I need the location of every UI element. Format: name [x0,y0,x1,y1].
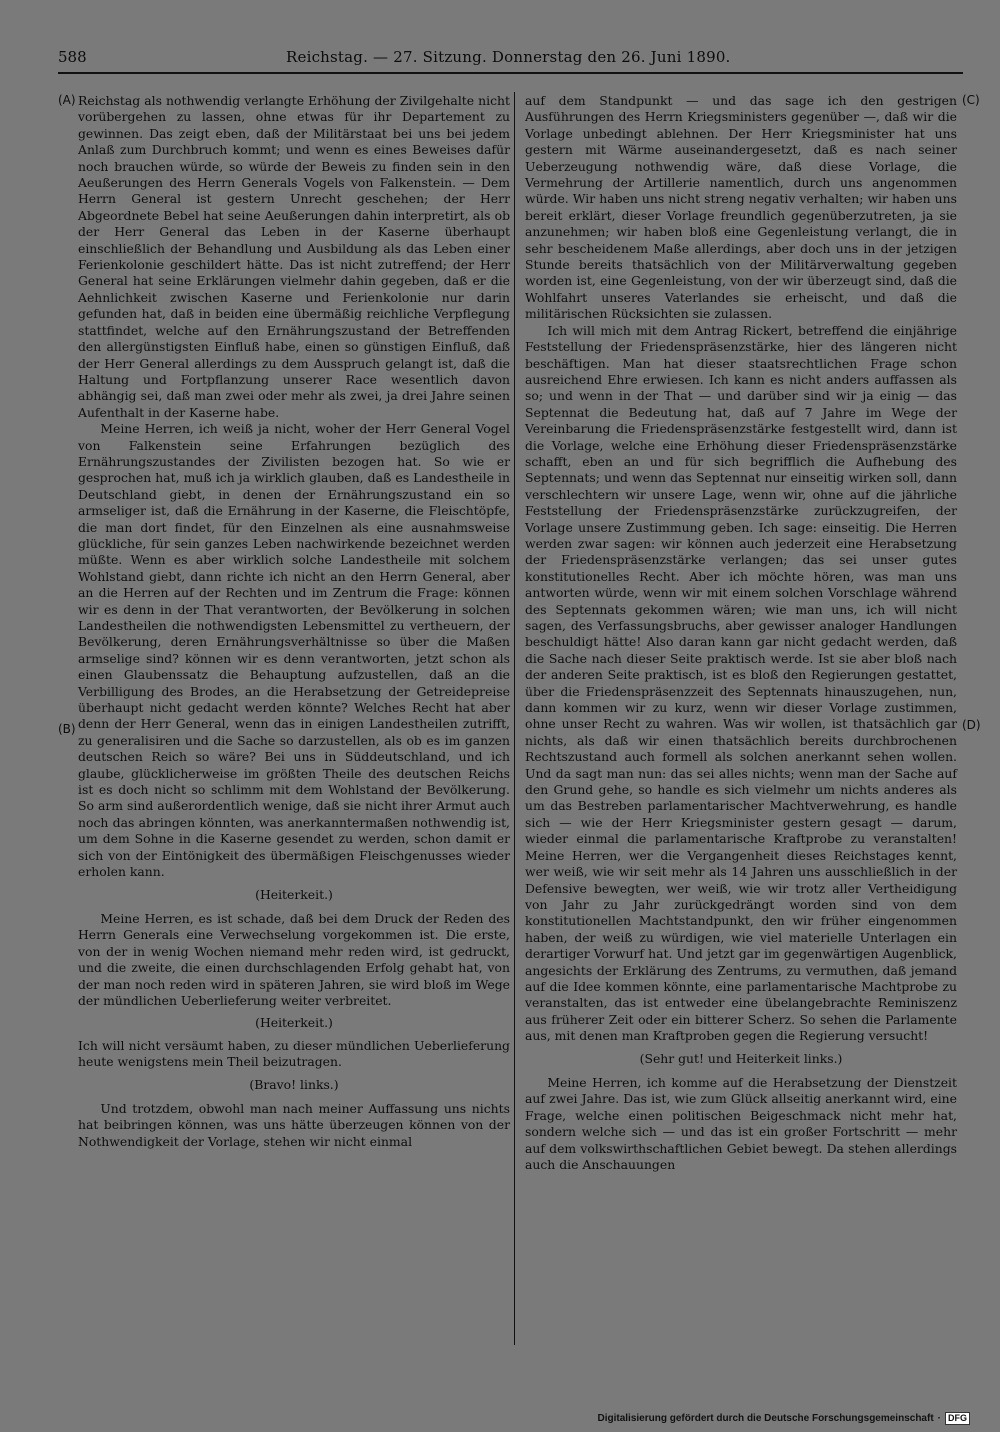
paragraph: auf dem Standpunkt — und das sage ich den gestrigen Ausführungen des Herrn Kriegsministers gegenüber —, daß wir die Vorlage unbedingt ablehnen. Der Herr Kriegsminister hat uns gestern mit Wärme auseinandergesetzt, daß es nach seiner Ueberzeugung nothwendig wäre, daß diese Vorlage, die Vermehrung der Artillerie namentlich, durch uns angenommen würde. Wir haben uns nicht streng negativ verhalten; wir haben uns bereit erklärt, dieser Vorlage freundlich gegenüberzutreten, ja sie anzunehmen; wir haben bloß eine Gegenleistung verlangt, die in sehr bescheidenem Maße allerdings, aber doch uns in der jetzigen Stunde bereits thatsächlich von der Militärverwaltung gegeben worden ist, eine Gegenleistung, von der wir überzeugt sind, daß die Wohlfahrt unseres Vaterlandes sie erheischt, und daß die militärischen Rücksichten sie zulassen. [525,93,957,322]
page-number: 588 [58,48,87,66]
paragraph: Meine Herren, ich komme auf die Herabsetzung der Dienstzeit auf zwei Jahre. Das ist, wie zum Glück allseitig anerkannt wird, eine Frage, welche einen politischen Beigeschmack nicht mehr hat, sondern welche sich — und das ist ein großer Fortschritt — mehr auf dem volkswirthschaftlichen Gebiet bewegt. Da stehen allerdings auch die Anschauungen [525,1074,957,1172]
running-head: Reichstag. — 27. Sitzung. Donnerstag den 26. Juni 1890. [286,48,731,66]
footer-credit: Digitalisierung gefördert durch die Deutsche Forschungsgemeinschaft · DFG [597,1412,970,1425]
paragraph: Meine Herren, es ist schade, daß bei dem Druck der Reden des Herrn Generals eine Verwechselung vorgekommen ist. Die erste, von der in wenig Wochen niemand mehr reden wird, ist gedruckt, und die zweite, die einen durchschlagenden Erfolg gehabt hat, von der man noch reden wird in späteren Jahren, sie wird bloß im Wege der mündlichen Ueberlieferung weiter verbreitet. [78,910,510,1008]
interjection: (Sehr gut! und Heiterkeit links.) [639,1050,843,1066]
right-column [525,93,957,1173]
interjection: (Heiterkeit.) [255,886,333,902]
column-divider [514,92,515,1345]
left-column [78,93,510,1150]
paragraph: Und trotzdem, obwohl man nach meiner Auffassung uns nichts hat beibringen können, was uns hätte überzeugen können von der Nothwendigkeit der Vorlage, stehen wir nicht einmal [78,1100,510,1149]
page-header [58,48,963,70]
margin-marker-c: (C) [962,93,980,107]
interjection: (Bravo! links.) [249,1076,339,1092]
interjection: (Heiterkeit.) [255,1015,333,1031]
footer-credit-text: Digitalisierung gefördert durch die Deutsche Forschungsgemeinschaft [597,1413,934,1424]
margin-marker-b: (B) [58,722,76,736]
paragraph: Ich will mich mit dem Antrag Rickert, betreffend die einjährige Feststellung der Friedenspräsenzstärke, hier des längeren nicht beschäftigen. Man hat dieser staatsrechtlichen Frage schon ausreichend Ehre erwiesen. Ich kann es nicht anders auffassen als so; und wenn in der That — und darüber sind wir ja einig — das Septennat die Bedeutung hat, daß auf 7 Jahre im Wege der Vereinbarung die Friedenspräsenzstärke festgestellt wird, dann ist die Vorlage, welche eine Erhöhung dieser Friedenspräsenzstärke schafft, eben an und für sich begrifflich die Aufhebung des Septennats; und wenn das Septennat nur einseitig wirken soll, dann verschlechtern wir unsere Lage, wenn wir, ohne auf die jährliche Feststellung der Friedenspräsenzstärke zurückzugreifen, der Vorlage unsere Zustimmung geben. Ich sage: einseitig. Die Herren werden zwar sagen: wir können auch jederzeit eine Herabsetzung der Friedenspräsenzstärke verlangen; das sei unser gutes konstitutionelles Recht. Aber ich möchte hören, was man uns antworten würde, wenn wir mit einem solchen Vorschlage während des Septennats gekommen wären; wie man uns, ich will nicht sagen, des Verfassungsbruchs, aber gewisser analoger Handlungen beschuldigt hätte! Also daran kann gar nicht gedacht werden, daß die Sache nach dieser Seite praktisch werde. Ist sie aber bloß nach der anderen Seite praktisch, ist es bloß den Regierungen gestattet, über die Friedenspräsenzzeit des Septennats hinauszugehen, nun, dann kommen wir zu kurz, wenn wir dieser Vorlage zustimmen, ohne unser Recht zu wahren. Was wir wollen, ist thatsächlich gar nichts, als daß wir einen thatsächlich bereits durchbrochenen Rechtszustand auch formell als solchen anerkannt sehen wollen. Und da sagt man nun: das sei alles nichts; wenn man der Sache auf den Grund gehe, so handle es sich vielmehr um nichts anderes als um das Bestreben parlamentarischer Machtverwehrung, es handle sich — wie der Herr Kriegsminister gestern gesagt — darum, wieder einmal die parlamentarische Kraftprobe zu veranstalten! Meine Herren, wer die Vergangenheit dieses Reichstages kennt, wer weiß, wie wir seit mehr als 14 Jahren uns ausschließlich in der Defensive bewegten, wer weiß, wie wir trotz aller Vertheidigung von Jahr zu Jahr zurückgedrängt worden sind von dem konstitutionellen Machtstandpunkt, den wir früher eingenommen haben, der weiß zu würdigen, wie viel materielle Unterlagen ein derartiger Vorwurf hat. Und jetzt gar im gegenwärtigen Augenblick, angesichts der Erklärung des Zentrums, zu vermuthen, daß jemand auf die Idee kommen könnte, eine parlamentarische Machtprobe zu veranstalten, das ist entweder eine übelangebrachte Reminiszenz aus früherer Zeit oder ein bitterer Scherz. So sehen die Parlamente aus, mit denen man Kraftproben gegen die Regierung versucht! [525,322,957,1044]
margin-marker-a: (A) [58,93,76,107]
margin-marker-d: (D) [962,718,981,732]
dfg-logo-icon: DFG [945,1412,970,1425]
paragraph: Reichstag als nothwendig verlangte Erhöhung der Zivilgehalte nicht vorübergehen zu lassen, ohne etwas für ihr Departement zu gewinnen. Das zeigt eben, daß der Militärstaat bei uns bei jedem Anlaß zum Durchbruch kommt; und wenn es eines Beweises dafür noch brauchen würde, so würde der Beweis zu finden sein in den Aeußerungen des Herrn Generals Vogels von Falkenstein. — Dem Herrn General ist gestern Unrecht geschehen; der Herr Abgeordnete Bebel hat seine Aeußerungen dahin interpretirt, als ob der Herr General das Leben in der Kaserne überhaupt einschließlich der Behandlung und Ausbildung als das Leben einer Ferienkolonie geschildert hätte. Das ist nicht zutreffend; der Herr General hat seine Erklärungen vielmehr dahin gegeben, daß er die Aehnlichkeit zwischen Kaserne und Ferienkolonie nur darin gefunden hat, daß in beiden eine übermäßig reichliche Verpflegung stattfindet, welche auf den Ernährungszustand der Betreffenden den allergünstigsten Einfluß habe, einen so günstigen Einfluß, daß der Herr General allerdings zu dem Ausspruch gelangt ist, daß die Haltung und Fortpflanzung unserer Race wesentlich davon abhängig sei, daß man zwei oder mehr als zwei, ja drei Jahre seinen Aufenthalt in der Kaserne habe. [78,93,510,420]
paragraph: Ich will nicht versäumt haben, zu dieser mündlichen Ueberlieferung heute wenigstens mein Theil beizutragen. [78,1037,510,1070]
header-rule [58,72,963,74]
paragraph: Meine Herren, ich weiß ja nicht, woher der Herr General Vogel von Falkenstein seine Erfahrungen bezüglich des Ernährungszustandes der Zivilisten bezogen hat. So wie er gesprochen hat, muß ich ja wirklich glauben, daß es Landestheile in Deutschland giebt, in denen der Ernährungszustand ein so armseliger ist, daß die Ernährung in der Kaserne, die Fleischtöpfe, die man dort findet, für den Einzelnen als eine ausnahmsweise glückliche, für sein ganzes Leben nachwirkende bezeichnet werden müßte. Wenn es aber wirklich solche Landestheile mit solchem Wohlstand giebt, dann richte ich nicht an den Herrn General, aber an die Herren auf der Rechten und im Zentrum die Frage: können wir es denn in der That verantworten, der Bevölkerung in solchen Landestheilen die nothwendigsten Lebensmittel zu vertheuern, der Bevölkerung, deren Ernährungsverhältnisse so über die Maßen armselige sind? können wir es denn verantworten, jetzt schon als einen Glaubenssatz die Behauptung aufzustellen, daß an die Verbilligung des Brodes, an die Herabsetzung der Getreidepreise überhaupt nicht gedacht werden könnte? Welches Recht hat aber denn der Herr General, wenn das in einigen Landestheilen zutrifft, zu generalisiren und die Sache so darzustellen, als ob es im ganzen deutschen Reich so wäre? Bei uns in Süddeutschland, und ich glaube, glücklicherweise im größten Theile des deutschen Reichs ist es doch nicht so schlimm mit dem Wohlstand der Bevölkerung. So arm sind außerordentlich wenige, daß sie nicht ihrer Armut auch noch das abringen könnten, was anerkanntermaßen nothwendig ist, um dem Sohne in die Kaserne gesendet zu werden, schon damit er sich von der Eintönigkeit des übermäßigen Fleischgenusses wieder erholen kann. [78,421,510,880]
